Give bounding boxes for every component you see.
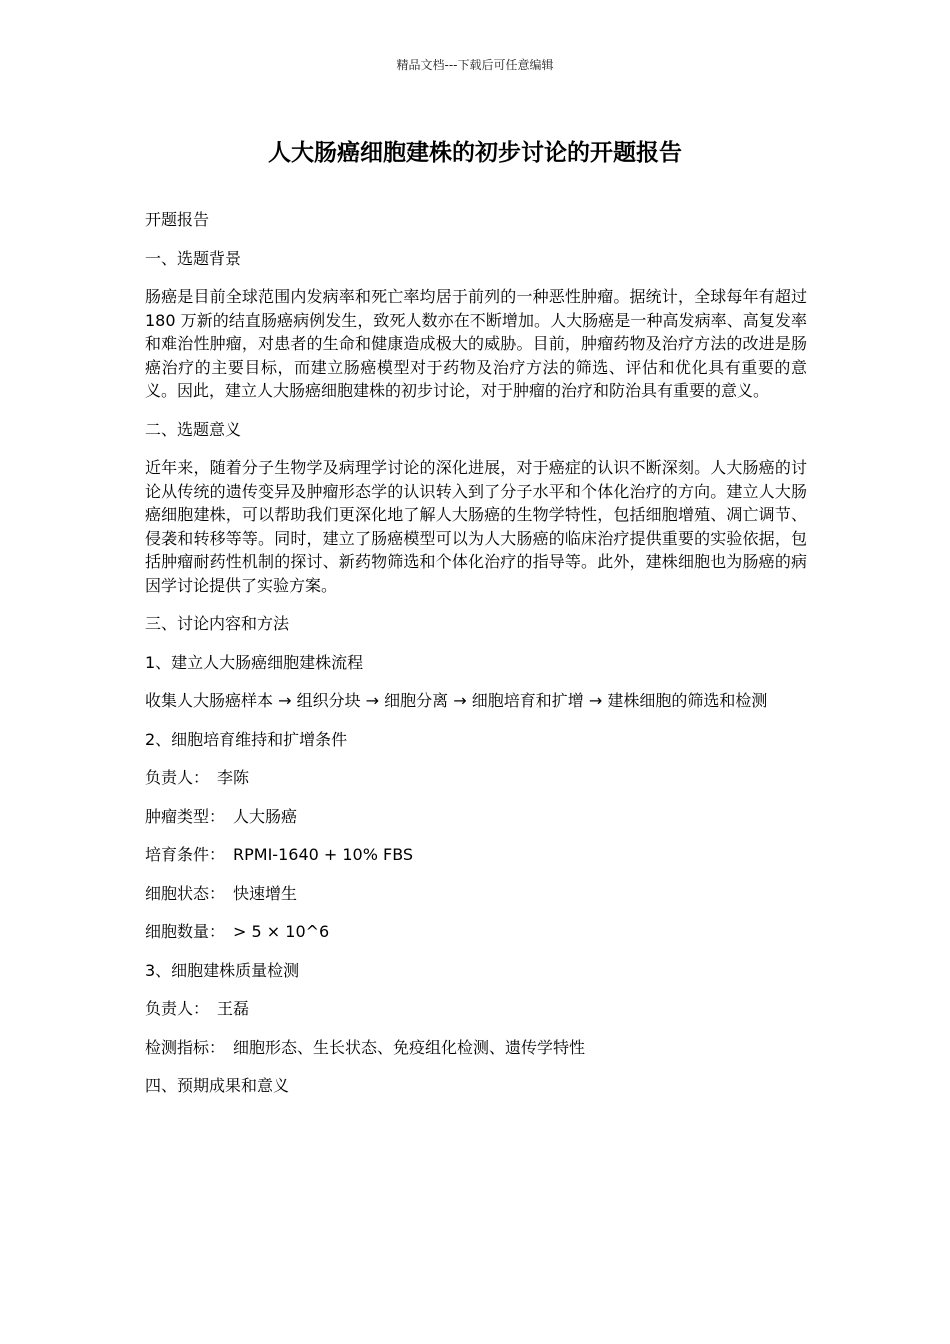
field-culture-condition — [145, 843, 807, 867]
field-cell-state — [145, 882, 807, 906]
subsection-heading-culture: 2、细胞培育维持和扩增条件 — [145, 729, 348, 749]
document-title: 人大肠癌细胞建株的初步讨论的开题报告 — [268, 140, 682, 166]
section-heading-background: 一、选题背景 — [145, 248, 242, 268]
field-label: 负责人： — [145, 768, 210, 787]
field-label: 培育条件： — [145, 845, 226, 864]
field-label: 肿瘤类型： — [145, 806, 226, 826]
section-heading-outcomes: 四、预期成果和意义 — [145, 1076, 290, 1095]
field-value: 李陈 — [217, 768, 250, 787]
section-heading-significance: 二、选题意义 — [145, 419, 242, 439]
field-test-indicators — [145, 1036, 807, 1060]
process-flow-text: 收集人大肠癌样本 → 组织分块 → 细胞分离 → 细胞培育和扩增 → 建株细胞的筛选和检测 — [145, 691, 768, 710]
paragraph-significance: 近年来，随着分子生物学及病理学讨论的深化进展，对于癌症的认识不断深刻。人大肠癌的讨论从传统的遗传变异及肿瘤形态学的认识转入到了分子水平和个体化治疗的方向。建立人大肠癌细胞建株，可以帮助我们更深化地了解人大肠癌的生物学特性，包括细胞增殖、凋亡调节、侵袭和转移等等。同时，建立了肠癌模型可以为人大肠癌的临床治疗提供重要的实验依据，包括肿瘤耐药性机制的探讨、新药物筛选和个体化治疗的指导等。此外，建株细胞也为肠癌的病因学讨论提供了实验方案。 — [145, 458, 807, 595]
field-label: 细胞状态： — [145, 883, 226, 903]
field-value: 细胞形态、生长状态、免疫组化检测、遗传学特性 — [233, 1037, 586, 1057]
report-label: 开题报告 — [145, 210, 210, 229]
field-cell-count — [145, 920, 807, 944]
field-label: 负责人： — [145, 999, 210, 1018]
field-label: 细胞数量： — [145, 922, 226, 941]
subsection-heading-quality: 3、细胞建株质量检测 — [145, 960, 300, 980]
field-value: 人大肠癌 — [233, 806, 298, 826]
field-responsible — [145, 997, 807, 1021]
field-tumor-type — [145, 805, 807, 829]
field-value: 王磊 — [217, 999, 250, 1018]
document-body — [145, 208, 807, 1113]
subsection-heading-flow: 1、建立人大肠癌细胞建株流程 — [145, 652, 364, 672]
header-note: 精品文档---下载后可任意编辑 — [396, 58, 554, 72]
section-heading-methods: 三、讨论内容和方法 — [145, 614, 290, 633]
field-label: 检测指标： — [145, 1037, 226, 1057]
field-value: RPMI-1640 + 10% FBS — [233, 845, 414, 864]
field-value: > 5 × 10^6 — [233, 922, 330, 941]
paragraph-background: 肠癌是目前全球范围内发病率和死亡率均居于前列的一种恶性肿瘤。据统计，全球每年有超过 180 万新的结直肠癌病例发生，致死人数亦在不断增加。人大肠癌是一种高发病率、高复发率和难治性肿瘤，对患者的生命和健康造成极大的威胁。目前，肿瘤药物及治疗方法的改进是肠癌治疗的主要目标，而建立肠癌模型对于药物及治疗方法的筛选、评估和优化具有重要的意义。因此，建立人大肠癌细胞建株的初步讨论，对于肿瘤的治疗和防治具有重要的意义。 — [145, 287, 807, 400]
field-value: 快速增生 — [233, 883, 298, 903]
field-responsible — [145, 766, 807, 790]
